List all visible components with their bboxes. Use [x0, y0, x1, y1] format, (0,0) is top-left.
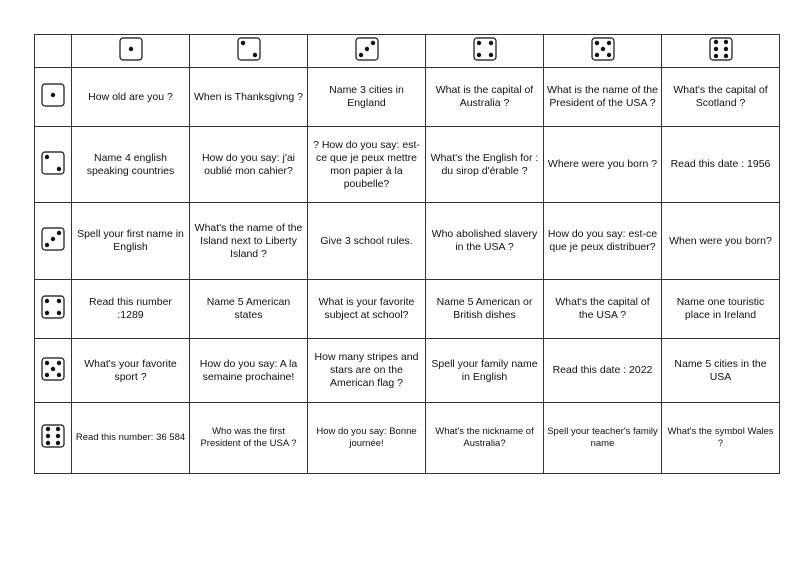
question-cell: How do you say: j'ai oublié mon cahier?: [190, 127, 308, 203]
column-header-5: [544, 35, 662, 68]
die-six-icon: [709, 37, 733, 65]
question-cell: What's the capital of the USA ?: [544, 280, 662, 339]
row-header-6: [35, 403, 72, 474]
question-cell: What's the nickname of Australia?: [426, 403, 544, 474]
question-cell: Name 5 American states: [190, 280, 308, 339]
die-six-icon: [41, 424, 65, 452]
question-cell: Name one touristic place in Ireland: [662, 280, 780, 339]
question-cell: ? How do you say: est-ce que je peux mettre mon papier à la poubelle?: [308, 127, 426, 203]
die-two-icon: [237, 37, 261, 65]
row-header-5: [35, 339, 72, 403]
row-header-4: [35, 280, 72, 339]
question-cell: How old are you ?: [72, 68, 190, 127]
question-row-4: [35, 280, 780, 339]
question-cell: Name 5 cities in the USA: [662, 339, 780, 403]
question-cell: What is the capital of Australia ?: [426, 68, 544, 127]
column-header-1: [72, 35, 190, 68]
question-cell: Read this number :1289: [72, 280, 190, 339]
question-cell: What is your favorite subject at school?: [308, 280, 426, 339]
question-cell: How do you say: A la semaine prochaine!: [190, 339, 308, 403]
question-cell: What's the English for : du sirop d'érable ?: [426, 127, 544, 203]
question-cell: Read this date : 1956: [662, 127, 780, 203]
question-row-1: [35, 68, 780, 127]
question-cell: Give 3 school rules.: [308, 203, 426, 280]
die-five-icon: [591, 37, 615, 65]
corner-cell: [35, 35, 72, 68]
question-cell: Spell your teacher's family name: [544, 403, 662, 474]
question-row-3: [35, 203, 780, 280]
die-five-icon: [41, 357, 65, 385]
question-cell: What's the name of the Island next to Liberty Island ?: [190, 203, 308, 280]
question-cell: Where were you born ?: [544, 127, 662, 203]
die-three-icon: [41, 227, 65, 255]
question-cell: Name 4 english speaking countries: [72, 127, 190, 203]
question-cell: Who was the first President of the USA ?: [190, 403, 308, 474]
column-header-2: [190, 35, 308, 68]
question-cell: Spell your family name in English: [426, 339, 544, 403]
header-row: [35, 35, 780, 68]
question-cell: Read this number: 36 584: [72, 403, 190, 474]
die-four-icon: [473, 37, 497, 65]
question-row-6: [35, 403, 780, 474]
question-cell: What's the symbol Wales ?: [662, 403, 780, 474]
question-row-2: [35, 127, 780, 203]
die-one-icon: [119, 37, 143, 65]
dice-question-grid: [34, 34, 780, 474]
die-one-icon: [41, 83, 65, 111]
question-cell: How do you say: Bonne journée!: [308, 403, 426, 474]
question-cell: Name 3 cities in England: [308, 68, 426, 127]
question-cell: Who abolished slavery in the USA ?: [426, 203, 544, 280]
row-header-3: [35, 203, 72, 280]
question-cell: Name 5 American or British dishes: [426, 280, 544, 339]
column-header-6: [662, 35, 780, 68]
column-header-3: [308, 35, 426, 68]
question-cell: What's your favorite sport ?: [72, 339, 190, 403]
column-header-4: [426, 35, 544, 68]
question-cell: What's the capital of Scotland ?: [662, 68, 780, 127]
die-four-icon: [41, 295, 65, 323]
question-cell: What is the name of the President of the USA ?: [544, 68, 662, 127]
question-cell: When is Thanksgivng ?: [190, 68, 308, 127]
question-cell: Spell your first name in English: [72, 203, 190, 280]
die-three-icon: [355, 37, 379, 65]
question-row-5: [35, 339, 780, 403]
die-two-icon: [41, 151, 65, 179]
row-header-2: [35, 127, 72, 203]
question-cell: How do you say: est-ce que je peux distribuer?: [544, 203, 662, 280]
question-cell: Read this date : 2022: [544, 339, 662, 403]
row-header-1: [35, 68, 72, 127]
question-cell: How many stripes and stars are on the American flag ?: [308, 339, 426, 403]
question-cell: When were you born?: [662, 203, 780, 280]
